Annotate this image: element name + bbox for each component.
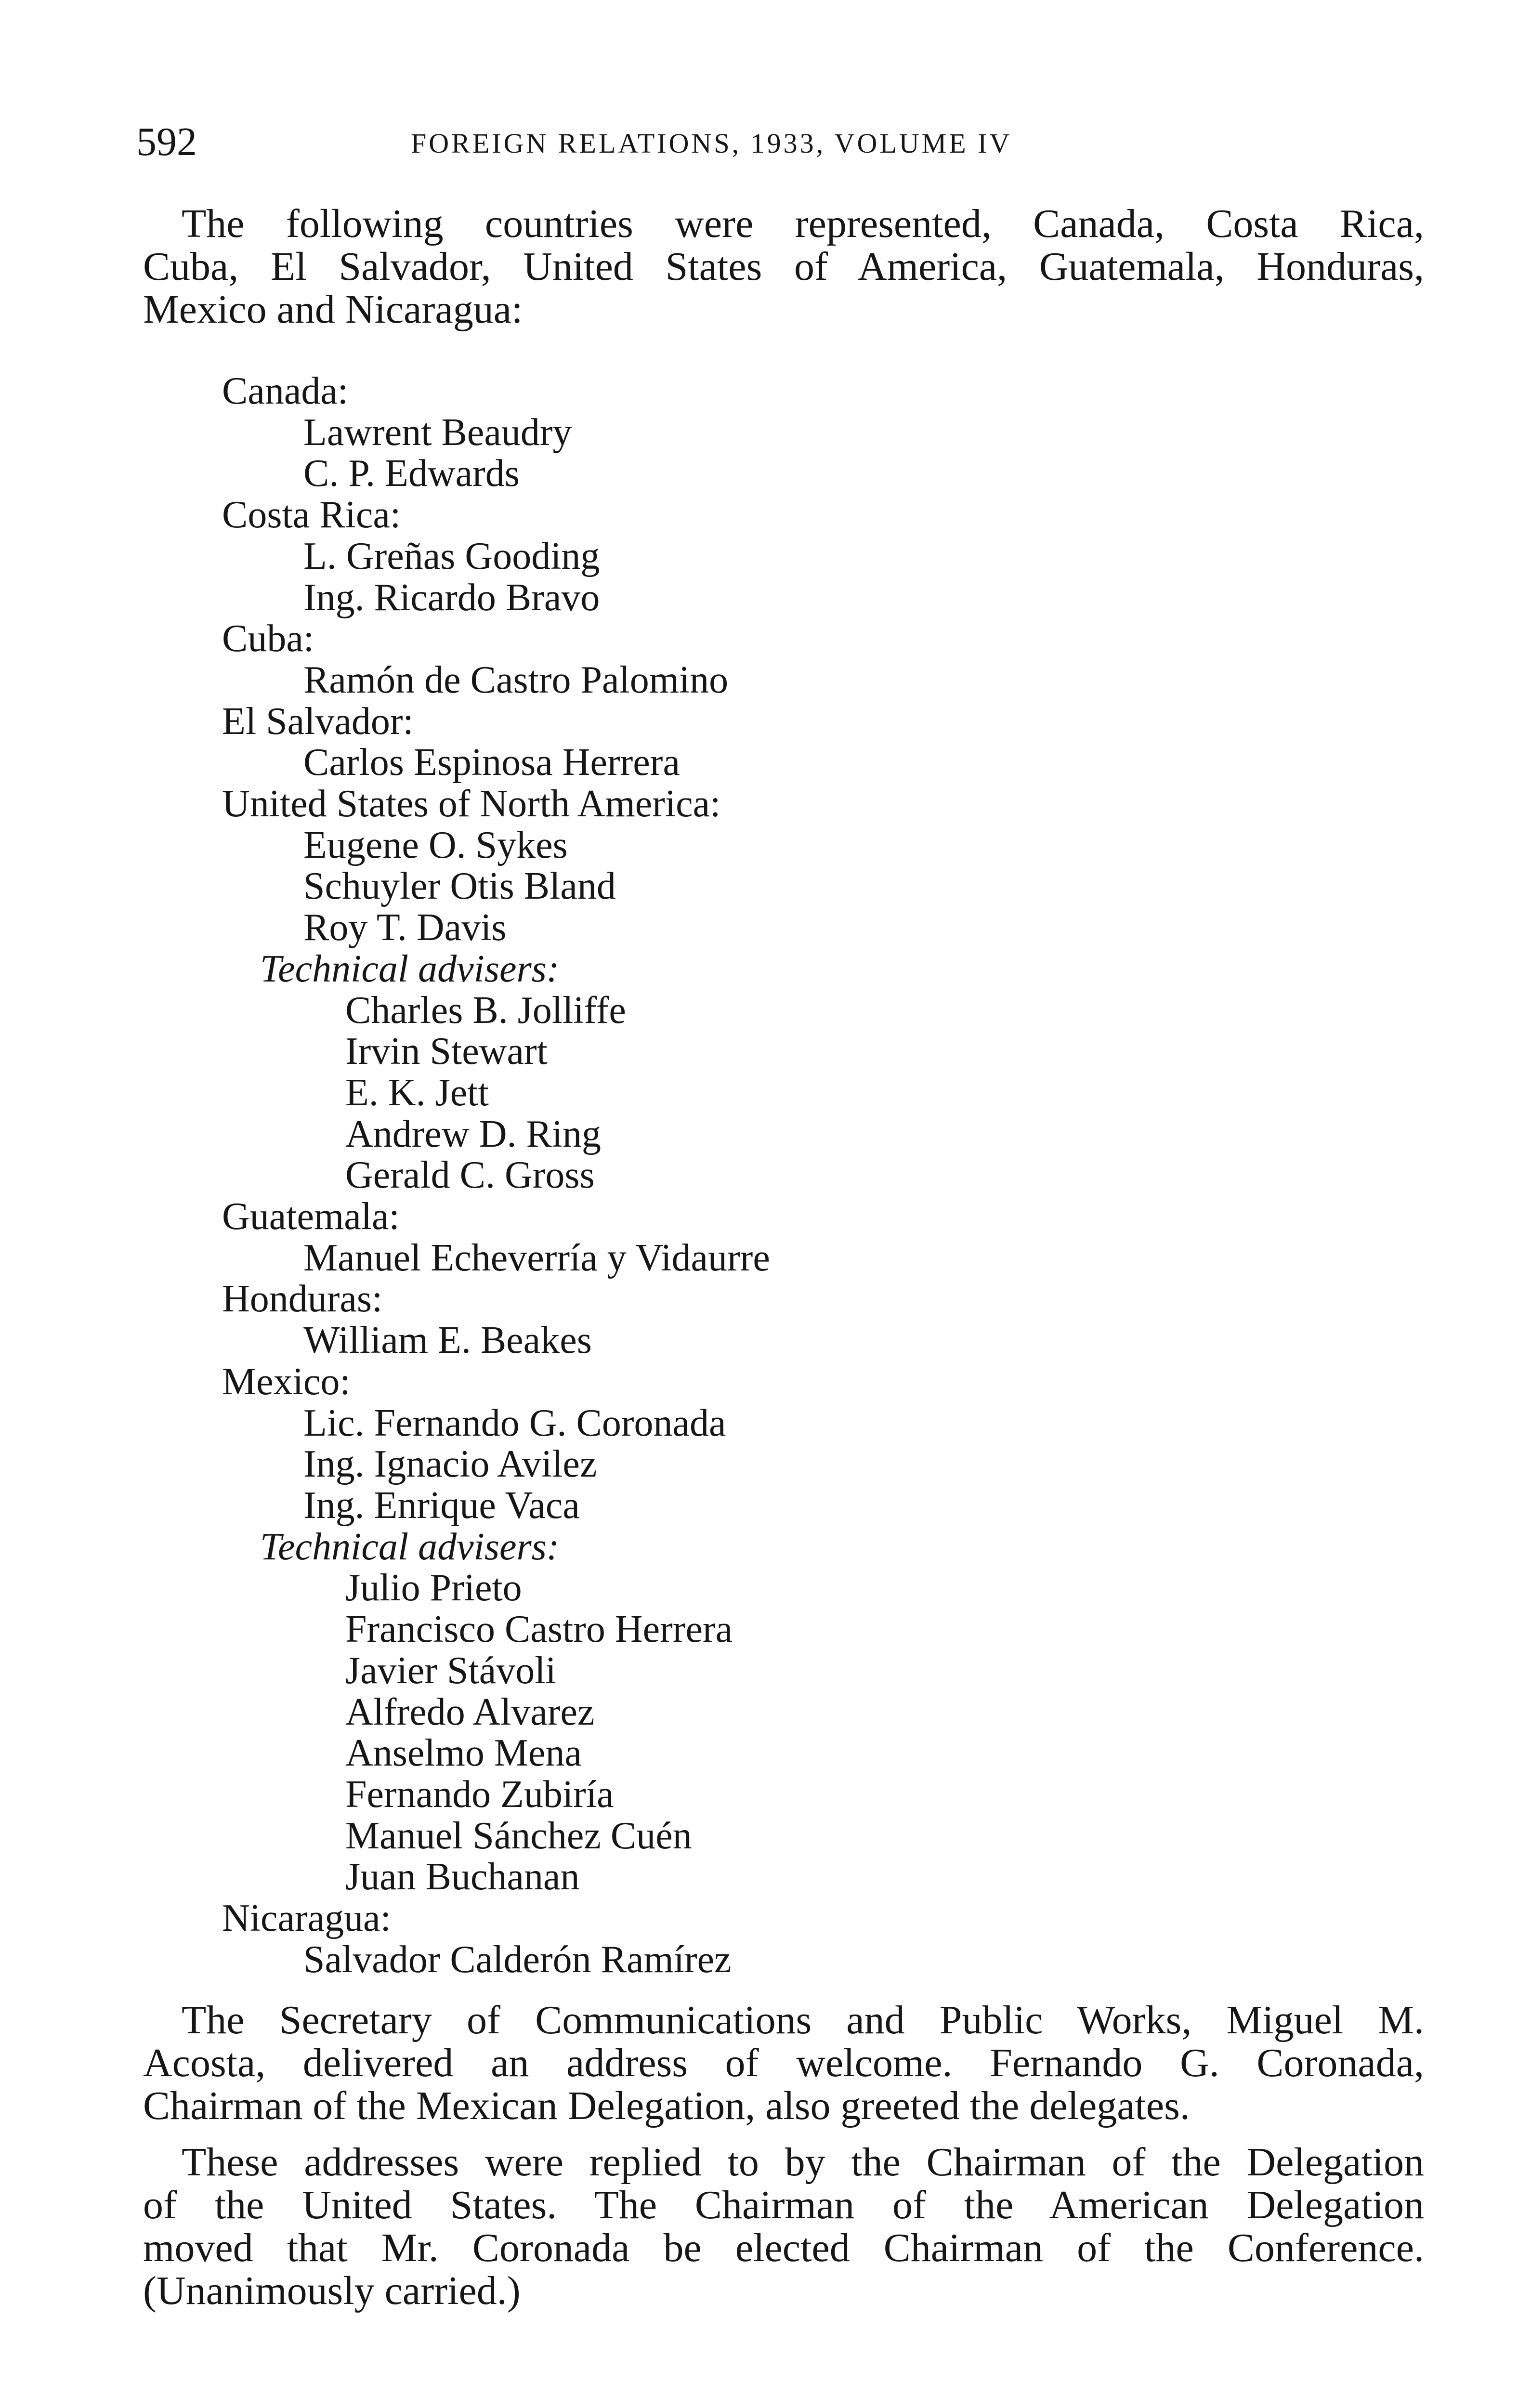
delegate-name: Schuyler Otis Bland <box>303 865 616 908</box>
delegate-name: Roy T. Davis <box>303 906 507 949</box>
running-title: FOREIGN RELATIONS, 1933, VOLUME IV <box>411 128 1012 159</box>
delegate-name: Ing. Ignacio Avilez <box>303 1443 597 1486</box>
adviser-name: Irvin Stewart <box>345 1030 548 1073</box>
adviser-name: Javier Stávoli <box>345 1649 556 1692</box>
delegate-name: C. P. Edwards <box>303 452 520 495</box>
country-heading: Guatemala: <box>222 1195 400 1238</box>
adviser-name: Fernando Zubiría <box>345 1773 614 1816</box>
welcome-paragraph <box>143 1999 1424 2127</box>
country-heading: El Salvador: <box>222 700 414 743</box>
text-line: of the United States. The Chairman of the American Delegation <box>143 2183 1424 2227</box>
text-line: Chairman of the Mexican Delegation, also greeted the delegates. <box>143 2083 1190 2128</box>
country-heading: Honduras: <box>222 1278 383 1321</box>
delegate-name: Manuel Echeverría y Vidaurre <box>303 1236 770 1279</box>
text-line: Acosta, delivered an address of welcome. Fernando G. Coronada, <box>143 2041 1424 2085</box>
advisers-heading: Technical advisers: <box>260 947 560 990</box>
adviser-name: Anselmo Mena <box>345 1732 582 1775</box>
page-header <box>136 120 1408 164</box>
page-number: 592 <box>136 119 197 164</box>
adviser-name: Julio Prieto <box>345 1567 522 1610</box>
adviser-name: Juan Buchanan <box>345 1856 580 1898</box>
delegate-name: Lic. Fernando G. Coronada <box>303 1401 726 1444</box>
adviser-name: Alfredo Alvarez <box>345 1690 595 1733</box>
text-line: Mexico and Nicaragua: <box>143 287 523 332</box>
text-line: The Secretary of Communications and Public Works, Miguel M. <box>182 1998 1424 2042</box>
text-line: (Unanimously carried.) <box>143 2268 521 2313</box>
replies-paragraph <box>143 2141 1424 2312</box>
adviser-name: Gerald C. Gross <box>345 1154 595 1197</box>
text-line: Cuba, El Salvador, United States of America, Guatemala, Honduras, <box>143 244 1424 289</box>
advisers-heading: Technical advisers: <box>260 1525 560 1568</box>
country-heading: Nicaragua: <box>222 1897 391 1940</box>
country-heading: United States of North America: <box>222 783 721 825</box>
adviser-name: Manuel Sánchez Cuén <box>345 1814 692 1857</box>
country-heading: Mexico: <box>222 1360 351 1403</box>
delegate-name: Carlos Espinosa Herrera <box>303 741 680 784</box>
delegate-name: L. Greñas Gooding <box>303 535 600 577</box>
delegate-name: Ing. Enrique Vaca <box>303 1484 580 1527</box>
country-heading: Costa Rica: <box>222 494 401 537</box>
country-heading: Cuba: <box>222 617 314 660</box>
delegation-list <box>0 371 1518 1980</box>
text-line: moved that Mr. Coronada be elected Chairman of the Conference. <box>143 2225 1424 2270</box>
delegate-name: William E. Beakes <box>303 1319 592 1362</box>
text-line: These addresses were replied to by the Chairman of the Delegation <box>182 2140 1424 2185</box>
delegate-name: Lawrent Beaudry <box>303 411 572 454</box>
delegate-name: Ing. Ricardo Bravo <box>303 576 600 619</box>
adviser-name: Francisco Castro Herrera <box>345 1608 733 1651</box>
adviser-name: Andrew D. Ring <box>345 1112 602 1155</box>
country-heading: Canada: <box>222 370 349 412</box>
delegate-name: Ramón de Castro Palomino <box>303 658 729 701</box>
intro-paragraph <box>143 202 1424 331</box>
delegate-name: Salvador Calderón Ramírez <box>303 1938 732 1981</box>
delegate-name: Eugene O. Sykes <box>303 824 568 866</box>
adviser-name: E. K. Jett <box>345 1071 489 1114</box>
text-line: The following countries were represented, Canada, Costa Rica, <box>182 201 1424 246</box>
adviser-name: Charles B. Jolliffe <box>345 989 626 1032</box>
